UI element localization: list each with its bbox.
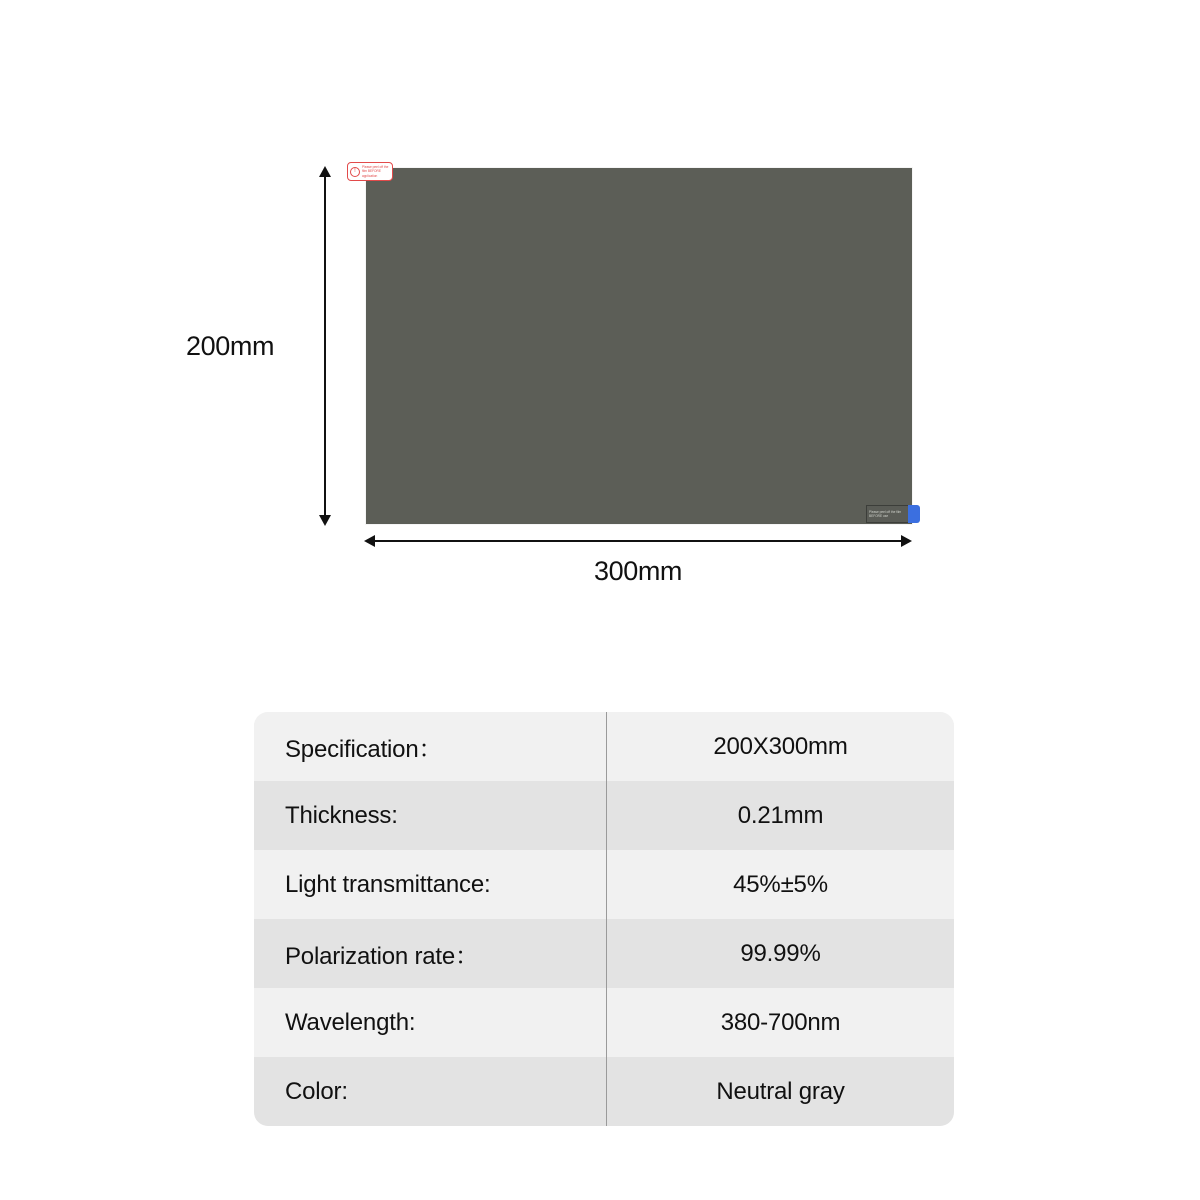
arrow-head-right-icon [901, 535, 912, 547]
spec-value: 0.21mm [737, 801, 824, 829]
table-row [254, 919, 954, 988]
peel-tab [908, 505, 920, 523]
spec-value: Neutral gray [716, 1077, 845, 1105]
spec-label: Light transmittance: [285, 870, 491, 898]
warning-sticker [347, 162, 393, 181]
spec-value: 99.99% [740, 939, 821, 967]
exclamation-circle-icon: ! [350, 167, 360, 177]
peel-sticker [866, 505, 910, 523]
height-dimension-label: 200mm [186, 331, 275, 361]
table-row [254, 1057, 954, 1126]
width-dimension-arrow [364, 534, 912, 548]
spec-label: Polarization rate： [285, 943, 479, 970]
spec-label: Thickness: [285, 801, 398, 829]
spec-label: Color: [285, 1077, 348, 1105]
height-dimension-arrow [318, 166, 332, 526]
width-dimension-label: 300mm [593, 556, 683, 586]
spec-value: 45%±5% [733, 870, 828, 898]
table-row [254, 712, 954, 781]
polarizer-sheet-image [366, 168, 912, 524]
specification-table [254, 712, 954, 1126]
spec-value: 200X300mm [713, 732, 848, 760]
arrow-shaft [370, 540, 906, 542]
spec-value: 380-700nm [720, 1008, 841, 1036]
spec-label: Wavelength: [285, 1008, 416, 1036]
arrow-head-down-icon [319, 515, 331, 526]
peel-sticker-text: Please peel off the film BEFORE use [869, 509, 902, 518]
warning-sticker-text: Please peel off the film BEFORE application [362, 165, 389, 178]
table-row [254, 988, 954, 1057]
table-row [254, 781, 954, 850]
arrow-shaft [324, 172, 326, 520]
table-row [254, 850, 954, 919]
spec-label: Specification： [285, 736, 443, 763]
